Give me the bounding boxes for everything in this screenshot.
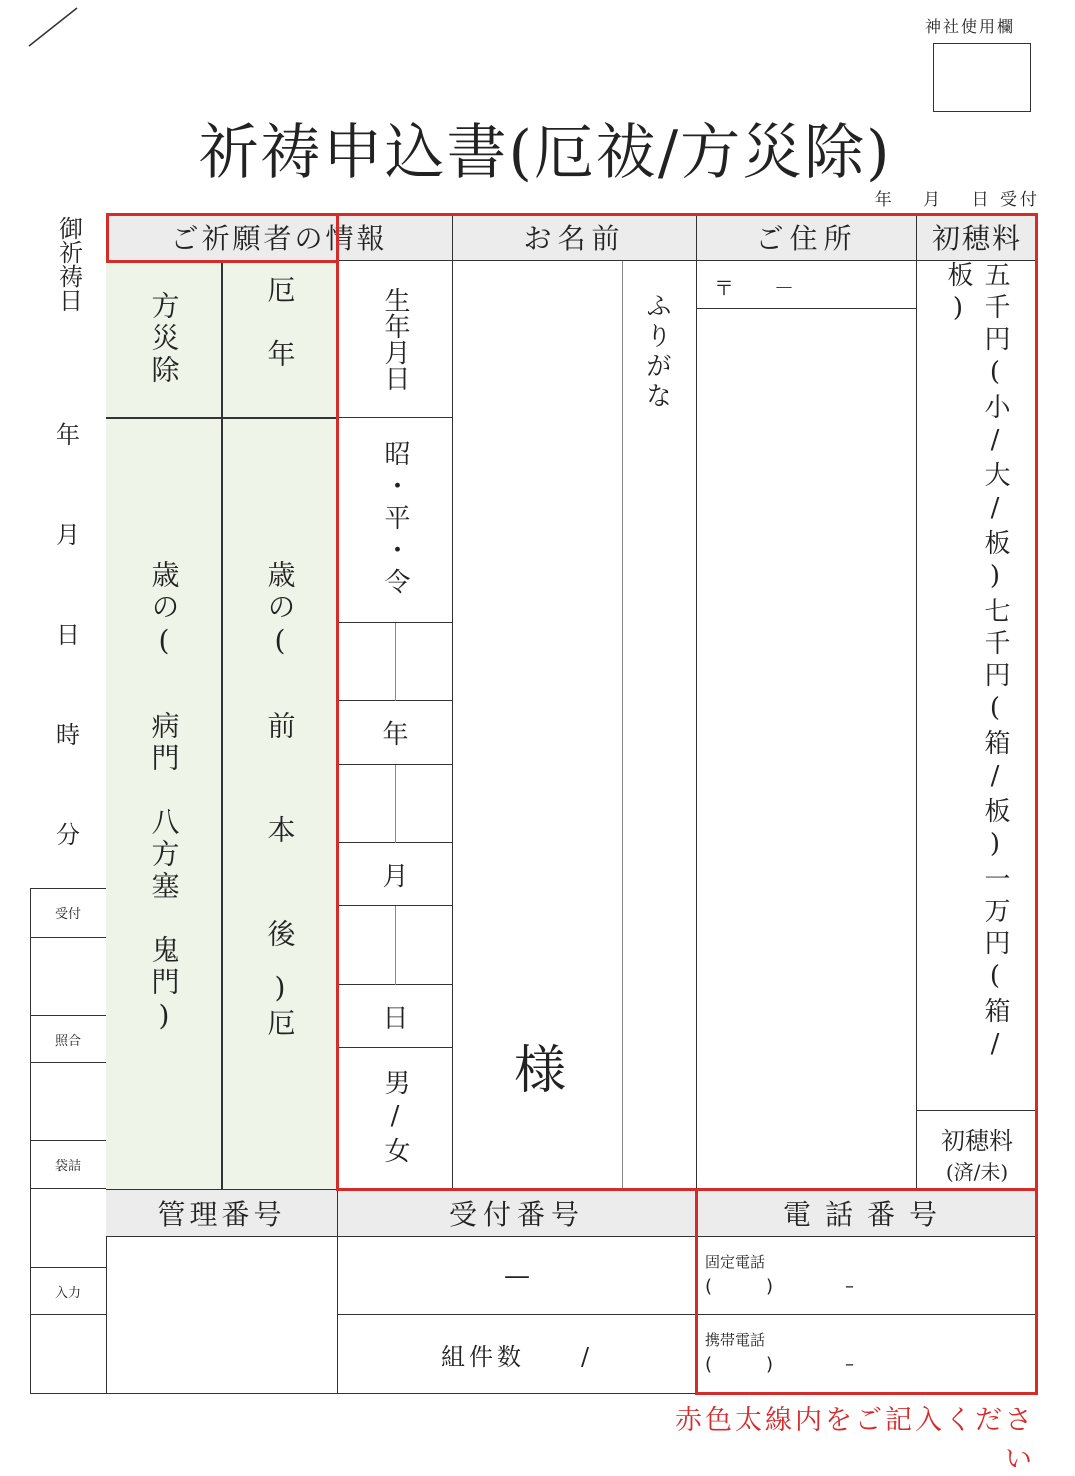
category-row-divider bbox=[106, 417, 338, 419]
applicant-info-header: ご祈願者の情報 bbox=[106, 214, 453, 261]
shrine-use-label: 神社使用欄 bbox=[925, 17, 1016, 36]
yaku-checkbox[interactable]: 厄年 bbox=[263, 275, 297, 403]
bagging-label: 袋詰 bbox=[30, 1141, 106, 1189]
reception-stamp-box[interactable] bbox=[30, 938, 106, 1016]
birth-label: 生年月日 bbox=[338, 261, 453, 418]
landline-paren: ( ) – bbox=[705, 1276, 855, 1297]
furigana-label: ふりがな bbox=[641, 292, 672, 412]
landline-label: 固定電話 bbox=[705, 1253, 766, 1271]
shrine-use-box bbox=[933, 43, 1031, 112]
gender-select[interactable]: 男/女 bbox=[380, 1068, 410, 1169]
birth-day-label: 日 bbox=[338, 985, 453, 1048]
red-border-main bbox=[336, 213, 1038, 1191]
prayer-year-label: 年 bbox=[56, 420, 80, 449]
phone-header: 電話番号 bbox=[697, 1189, 1037, 1237]
prayer-day-label: 日 bbox=[56, 620, 80, 649]
management-no-input[interactable] bbox=[106, 1237, 338, 1394]
postal-code-label: 〒 － bbox=[714, 276, 794, 300]
red-border-applicant-header bbox=[106, 213, 338, 263]
reception-no-dash: — bbox=[504, 1260, 530, 1291]
red-border-bottom-line bbox=[336, 1188, 698, 1191]
hosai-detail bbox=[106, 560, 221, 1100]
reception-no-header: 受付番号 bbox=[338, 1189, 697, 1237]
set-count-label: 組件数 / bbox=[440, 1343, 594, 1371]
offering-paid-label: 初穂料 bbox=[941, 1127, 1013, 1155]
receipt-date: 年 月 日 受付 bbox=[874, 190, 1040, 210]
yaku-detail bbox=[221, 560, 338, 1080]
address-header: ご住所 bbox=[697, 214, 917, 261]
page-title: 祈祷申込書(厄祓/方災除) bbox=[198, 118, 892, 188]
hosai-close: ) bbox=[147, 999, 181, 1036]
input-label: 入力 bbox=[30, 1268, 106, 1315]
set-count-input[interactable] bbox=[338, 1315, 697, 1394]
red-border-phone bbox=[695, 1188, 1038, 1395]
reception-label: 受付 bbox=[30, 888, 106, 938]
hosai-checkbox[interactable]: 方災除 bbox=[147, 291, 181, 387]
management-no-header: 管理番号 bbox=[106, 1189, 338, 1237]
yaku-close: )厄 bbox=[263, 971, 297, 1040]
offering-options[interactable]: 五千円(小/大/板)七千円(箱/板)一万円(箱/板) bbox=[943, 261, 1010, 1065]
mobile-paren: ( ) – bbox=[705, 1354, 855, 1375]
hosai-age: 歳の( bbox=[147, 560, 181, 661]
offering-header: 初穂料 bbox=[917, 214, 1037, 261]
prayer-minute-label: 分 bbox=[56, 820, 80, 849]
bagging-stamp-box[interactable] bbox=[30, 1189, 106, 1268]
yaku-types[interactable]: 前 本 後 bbox=[263, 711, 297, 971]
prayer-month-label: 月 bbox=[56, 520, 80, 549]
collation-label: 照合 bbox=[30, 1016, 106, 1063]
prayer-hour-label: 時 bbox=[56, 720, 80, 749]
mobile-label: 携帯電話 bbox=[705, 1331, 766, 1349]
reception-no-input[interactable] bbox=[338, 1237, 697, 1315]
birth-year-label: 年 bbox=[338, 701, 453, 765]
diagonal-mark bbox=[25, 4, 85, 48]
input-stamp-box[interactable] bbox=[30, 1315, 106, 1394]
collation-stamp-box[interactable] bbox=[30, 1063, 106, 1141]
era-select[interactable]: 昭・平・令 bbox=[338, 418, 453, 623]
name-header: お名前 bbox=[453, 214, 697, 261]
footer-note: 赤色太線内をご記入ください bbox=[675, 1405, 1035, 1475]
hosai-types[interactable]: 病門 八方塞 鬼門 bbox=[147, 711, 181, 999]
offering-paid-status: (済/未) bbox=[945, 1160, 1009, 1184]
birth-month-label: 月 bbox=[338, 843, 453, 906]
sama-label: 様 bbox=[513, 1040, 566, 1101]
yaku-age: 歳の( bbox=[263, 560, 297, 661]
prayer-date-label: 御祈祷日 bbox=[54, 216, 83, 312]
